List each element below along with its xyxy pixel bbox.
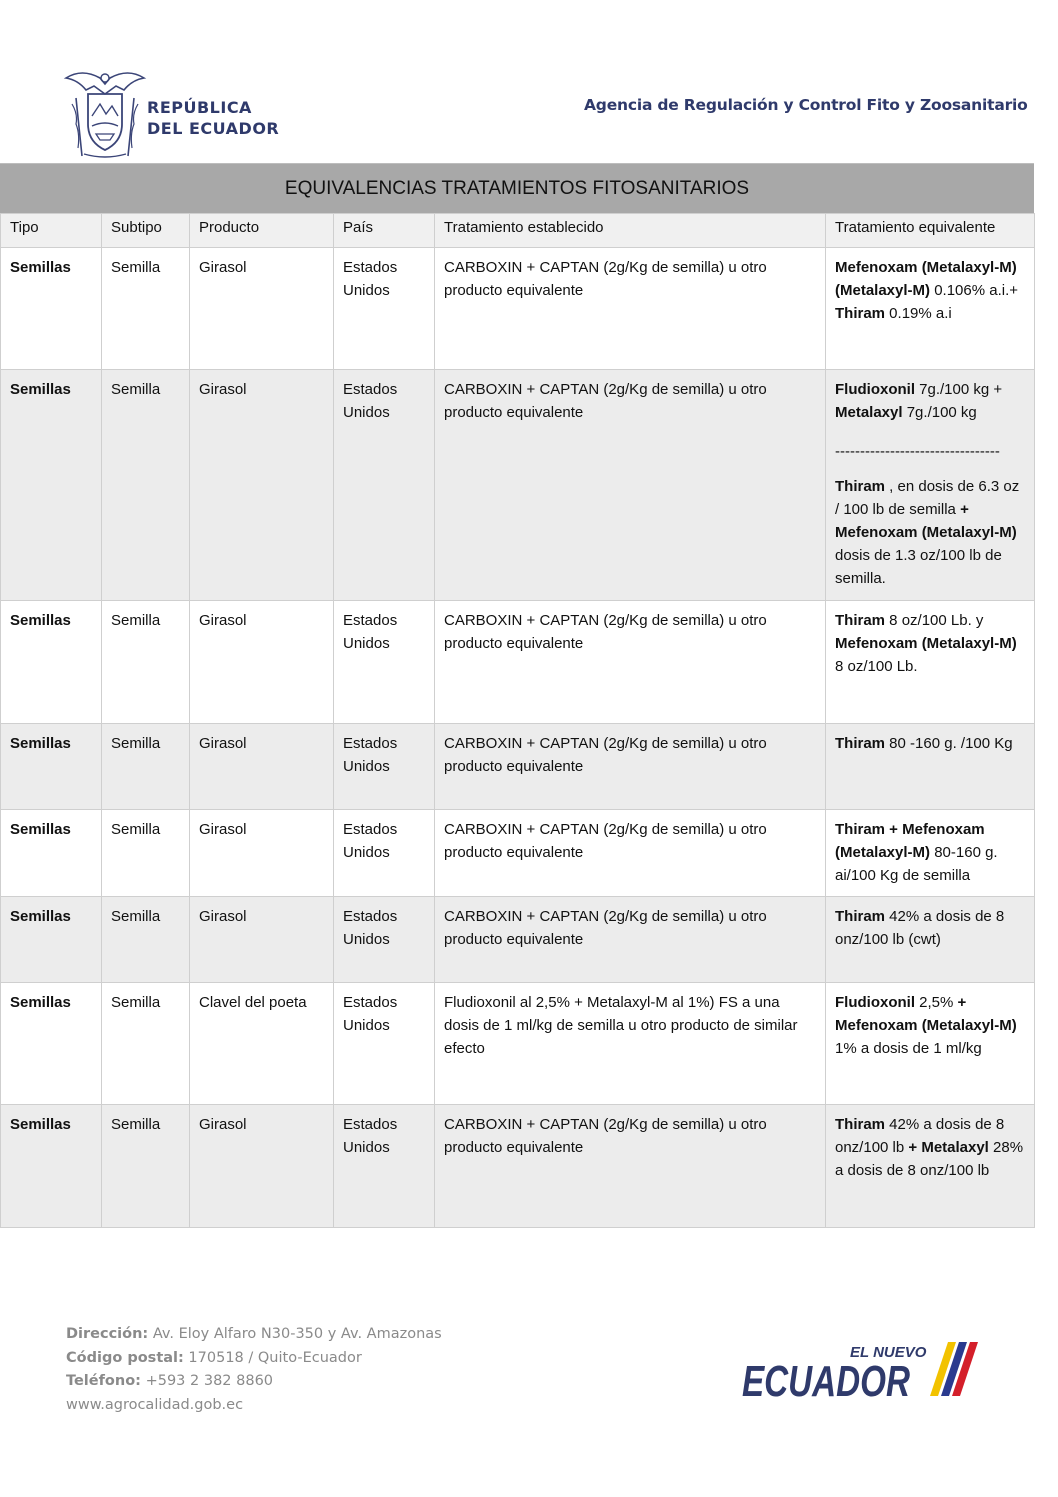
republic-line-2: DEL ECUADOR <box>147 119 280 138</box>
cell-tratamiento-establecido: CARBOXIN + CAPTAN (2g/Kg de semilla) u otro producto equivalente <box>435 601 826 724</box>
cell-tipo: Semillas <box>1 370 102 601</box>
bold-product-name: Thiram <box>835 908 886 925</box>
cell-tipo: Semillas <box>1 897 102 983</box>
bold-product-name: Thiram <box>835 478 886 495</box>
cell-pais: Estados Unidos <box>334 370 435 601</box>
bold-product-name: + Mefenoxam (Metalaxyl-M) <box>835 501 1017 541</box>
table-row <box>1 370 1035 601</box>
dose-text: 28% a dosis de 8 onz/100 lb <box>835 1139 1024 1179</box>
column-header: Tratamiento equivalente <box>826 214 1035 248</box>
cell-subtipo: Semilla <box>102 601 190 724</box>
cell-tipo: Semillas <box>1 248 102 370</box>
cell-pais: Estados Unidos <box>334 724 435 810</box>
cell-tratamiento-equivalente <box>826 724 1035 810</box>
dose-text: dosis de 1.3 oz/100 lb de semilla. <box>835 547 1002 587</box>
coat-of-arms-icon <box>62 64 148 160</box>
table-title: EQUIVALENCIAS TRATAMIENTOS FITOSANITARIOS <box>0 163 1034 213</box>
cell-producto: Girasol <box>190 724 334 810</box>
dose-text: 8 oz/100 Lb. <box>835 658 918 675</box>
cell-tratamiento-establecido: Fludioxonil al 2,5% + Metalaxyl-M al 1%) FS a una dosis de 1 ml/kg de semilla u otro producto de similar efecto <box>435 983 826 1105</box>
postal-label: Código postal: <box>66 1349 184 1366</box>
equivalences-table <box>0 213 1035 1228</box>
cell-tratamiento-establecido: CARBOXIN + CAPTAN (2g/Kg de semilla) u otro producto equivalente <box>435 370 826 601</box>
footer-phone <box>66 1370 442 1394</box>
column-header: Subtipo <box>102 214 190 248</box>
bold-product-name: Fludioxonil <box>835 994 915 1011</box>
cell-producto: Girasol <box>190 601 334 724</box>
cell-producto: Girasol <box>190 810 334 897</box>
table-row <box>1 810 1035 897</box>
cell-pais: Estados Unidos <box>334 1105 435 1228</box>
table-row <box>1 248 1035 370</box>
logo-big-text: ECUADOR <box>742 1357 911 1406</box>
cell-tipo: Semillas <box>1 1105 102 1228</box>
footer-postal <box>66 1347 442 1371</box>
page-header <box>0 0 1058 160</box>
dose-text: 80-160 g. ai/100 Kg de semilla <box>835 844 998 884</box>
column-header: País <box>334 214 435 248</box>
cell-tipo: Semillas <box>1 983 102 1105</box>
cell-tipo: Semillas <box>1 724 102 810</box>
cell-tipo: Semillas <box>1 601 102 724</box>
bold-product-name: + Mefenoxam (Metalaxyl-M) <box>835 994 1017 1034</box>
cell-producto: Clavel del poeta <box>190 983 334 1105</box>
bold-product-name: Thiram + Mefenoxam (Metalaxyl-M) <box>835 821 985 861</box>
bold-product-name: Fludioxonil <box>835 381 915 398</box>
table-row <box>1 1105 1035 1228</box>
bold-product-name: Thiram <box>835 612 886 629</box>
cell-tipo: Semillas <box>1 810 102 897</box>
bold-product-name: Mefenoxam (Metalaxyl-M) (Metalaxyl-M) <box>835 259 1017 299</box>
address-label: Dirección: <box>66 1326 149 1342</box>
bold-product-name: Thiram <box>835 735 886 752</box>
cell-subtipo: Semilla <box>102 897 190 983</box>
cell-tratamiento-equivalente <box>826 248 1035 370</box>
dose-text: 0.106% a.i.+ <box>930 282 1019 299</box>
dose-text: 42% a dosis de 8 onz/100 lb (cwt) <box>835 908 1005 948</box>
cell-tratamiento-establecido: CARBOXIN + CAPTAN (2g/Kg de semilla) u otro producto equivalente <box>435 810 826 897</box>
cell-producto: Girasol <box>190 1105 334 1228</box>
agency-name: Agencia de Regulación y Control Fito y Zoosanitario <box>584 96 1028 114</box>
cell-pais: Estados Unidos <box>334 601 435 724</box>
table-header-row <box>1 214 1035 248</box>
republic-wordmark <box>147 97 279 139</box>
dose-text: 0.19% a.i <box>885 305 952 322</box>
cell-tratamiento-equivalente <box>826 370 1035 601</box>
cell-tratamiento-equivalente <box>826 983 1035 1105</box>
footer-contact <box>66 1323 442 1417</box>
postal-value: 170518 / Quito-Ecuador <box>183 1349 362 1366</box>
dose-text: 7g./100 kg + <box>915 381 1003 398</box>
equivalent-option-a <box>835 378 1025 424</box>
cell-tratamiento-equivalente <box>826 897 1035 983</box>
el-nuevo-ecuador-logo <box>742 1338 992 1408</box>
cell-tratamiento-establecido: CARBOXIN + CAPTAN (2g/Kg de semilla) u otro producto equivalente <box>435 248 826 370</box>
bold-product-name: + Metalaxyl <box>908 1139 989 1156</box>
equivalent-option-b <box>835 475 1025 590</box>
column-header: Tratamiento establecido <box>435 214 826 248</box>
cell-subtipo: Semilla <box>102 1105 190 1228</box>
logo-small-text: EL NUEVO <box>850 1344 927 1361</box>
option-separator: --------------------------------- <box>835 443 1000 460</box>
bold-product-name: Metalaxyl <box>835 404 903 421</box>
cell-subtipo: Semilla <box>102 370 190 601</box>
equivalences-table-section <box>0 163 1034 1228</box>
cell-tratamiento-equivalente <box>826 601 1035 724</box>
cell-pais: Estados Unidos <box>334 983 435 1105</box>
table-row <box>1 724 1035 810</box>
column-header: Producto <box>190 214 334 248</box>
cell-subtipo: Semilla <box>102 810 190 897</box>
cell-tratamiento-establecido: CARBOXIN + CAPTAN (2g/Kg de semilla) u otro producto equivalente <box>435 724 826 810</box>
footer-website[interactable]: www.agrocalidad.gob.ec <box>66 1396 244 1413</box>
dose-text: 2,5% <box>915 994 958 1011</box>
cell-pais: Estados Unidos <box>334 897 435 983</box>
cell-tratamiento-establecido: CARBOXIN + CAPTAN (2g/Kg de semilla) u otro producto equivalente <box>435 1105 826 1228</box>
phone-value: +593 2 382 8860 <box>140 1373 274 1389</box>
table-row <box>1 897 1035 983</box>
bold-product-name: Thiram <box>835 305 886 322</box>
bold-product-name: Thiram <box>835 1116 886 1133</box>
address-value: Av. Eloy Alfaro N30-350 y Av. Amazonas <box>148 1326 442 1342</box>
dose-text: 42% a dosis de 8 onz/100 lb <box>835 1116 1005 1156</box>
cell-producto: Girasol <box>190 897 334 983</box>
cell-producto: Girasol <box>190 370 334 601</box>
dose-text: 80 -160 g. /100 Kg <box>885 735 1013 752</box>
dose-text: 8 oz/100 Lb. y <box>885 612 984 629</box>
table-row <box>1 601 1035 724</box>
cell-tratamiento-establecido: CARBOXIN + CAPTAN (2g/Kg de semilla) u otro producto equivalente <box>435 897 826 983</box>
cell-subtipo: Semilla <box>102 248 190 370</box>
phone-label: Teléfono: <box>66 1373 141 1389</box>
cell-tratamiento-equivalente <box>826 1105 1035 1228</box>
column-header: Tipo <box>1 214 102 248</box>
footer-address <box>66 1323 442 1347</box>
cell-subtipo: Semilla <box>102 983 190 1105</box>
cell-pais: Estados Unidos <box>334 810 435 897</box>
dose-text: 7g./100 kg <box>902 404 977 421</box>
table-row <box>1 983 1035 1105</box>
dose-text: 1% a dosis de 1 ml/kg <box>835 1040 982 1057</box>
cell-pais: Estados Unidos <box>334 248 435 370</box>
cell-tratamiento-equivalente <box>826 810 1035 897</box>
cell-subtipo: Semilla <box>102 724 190 810</box>
bold-product-name: Mefenoxam (Metalaxyl-M) <box>835 635 1017 652</box>
republic-line-1: REPÚBLICA <box>147 98 252 117</box>
dose-text: , en dosis de 6.3 oz / 100 lb de semilla <box>835 478 1020 518</box>
cell-producto: Girasol <box>190 248 334 370</box>
